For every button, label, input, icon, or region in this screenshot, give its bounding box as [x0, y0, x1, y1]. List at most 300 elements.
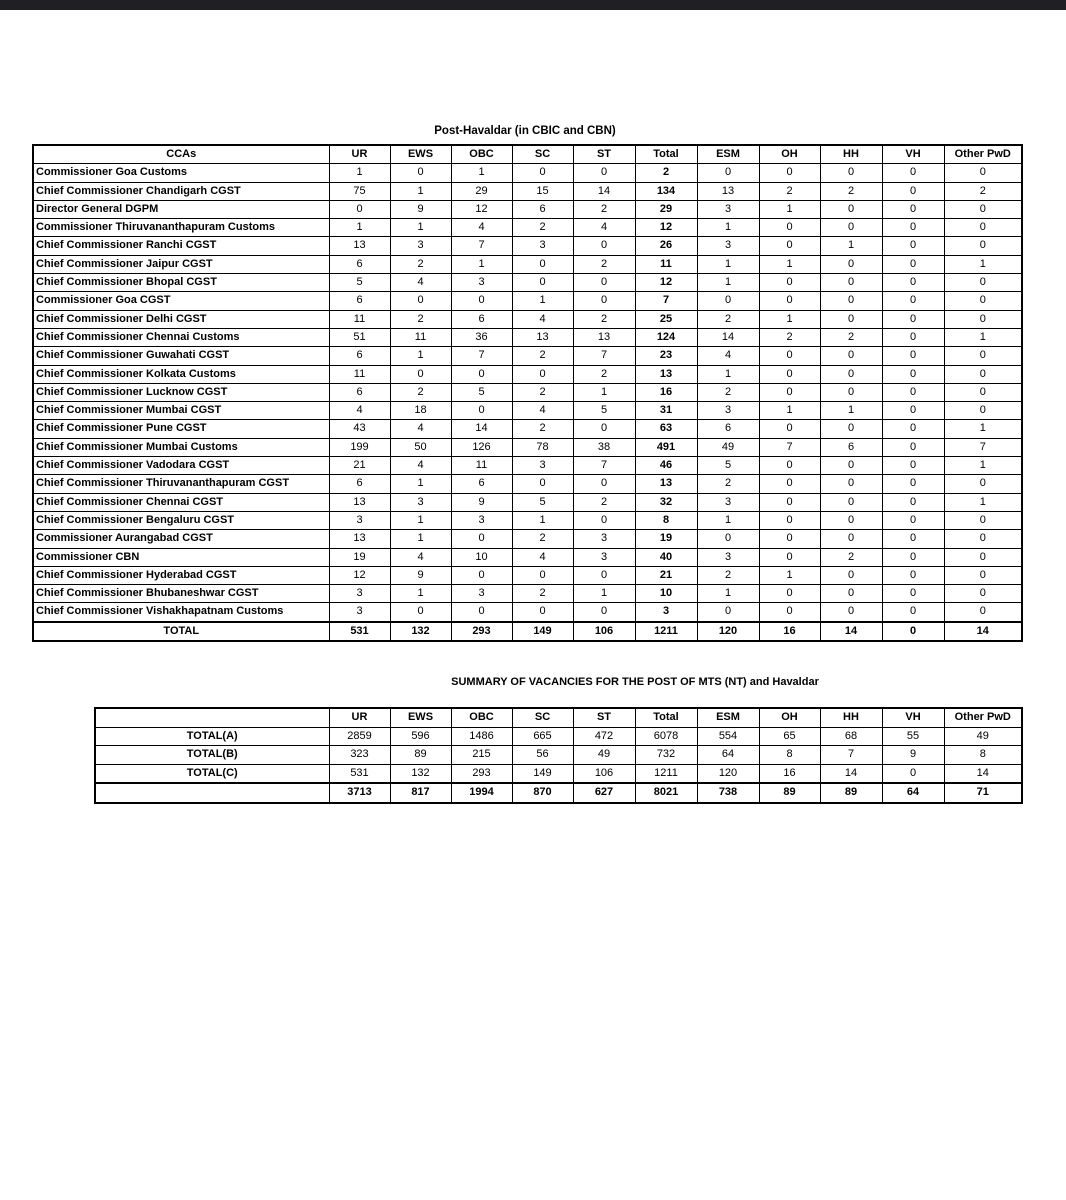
table-cell: 0	[759, 383, 820, 401]
column-header-total: Total	[635, 708, 697, 727]
table-cell: 0	[820, 420, 882, 438]
table-cell: 14	[820, 764, 882, 783]
column-header-ur: UR	[329, 708, 390, 727]
table-cell: 1	[697, 585, 759, 603]
table-cell: 0	[820, 530, 882, 548]
grand-total-cell: 89	[820, 783, 882, 803]
column-header-ccas: CCAs	[33, 145, 329, 164]
table-cell: 14	[944, 764, 1022, 783]
cca-name-cell: Commissioner Aurangabad CGST	[33, 530, 329, 548]
grand-total-cell: 89	[759, 783, 820, 803]
cca-name-cell: Chief Commissioner Delhi CGST	[33, 310, 329, 328]
column-header-obc: OBC	[451, 145, 512, 164]
table-cell: 2	[759, 328, 820, 346]
table-cell: 5	[451, 383, 512, 401]
cca-name-cell: Chief Commissioner Mumbai Customs	[33, 438, 329, 456]
table-cell: 0	[882, 420, 944, 438]
table-cell: 0	[882, 585, 944, 603]
table-row	[33, 255, 1022, 273]
table-row	[33, 328, 1022, 346]
table-cell: 7	[573, 457, 635, 475]
table-cell: 2	[759, 182, 820, 200]
row-total-cell: 63	[635, 420, 697, 438]
column-header-ews: EWS	[390, 145, 451, 164]
table-cell: 0	[390, 603, 451, 622]
table-cell: 0	[882, 548, 944, 566]
table-cell: 0	[944, 383, 1022, 401]
table-cell: 7	[759, 438, 820, 456]
table-cell: 16	[759, 764, 820, 783]
table-row	[33, 548, 1022, 566]
table-cell: 2	[573, 310, 635, 328]
table-cell: 2	[944, 182, 1022, 200]
total-cell: 106	[573, 622, 635, 641]
table-cell: 14	[451, 420, 512, 438]
table-cell: 0	[697, 292, 759, 310]
row-total-cell: 124	[635, 328, 697, 346]
total-cell: 293	[451, 622, 512, 641]
table-cell: 19	[329, 548, 390, 566]
table-cell: 9	[882, 746, 944, 765]
table-cell: 14	[573, 182, 635, 200]
table-cell: 1	[390, 530, 451, 548]
table-row	[33, 383, 1022, 401]
total-cell: 1211	[635, 622, 697, 641]
table-cell: 0	[882, 457, 944, 475]
table-cell: 732	[635, 746, 697, 765]
table-cell: 29	[451, 182, 512, 200]
column-header-oh: OH	[759, 708, 820, 727]
table-cell: 13	[512, 328, 573, 346]
havaldar-table-title: Post-Havaldar (in CBIC and CBN)	[434, 125, 616, 137]
table-cell: 0	[944, 164, 1022, 182]
table-cell: 0	[882, 255, 944, 273]
table-cell: 6	[329, 255, 390, 273]
table-cell: 2	[697, 566, 759, 584]
table-cell: 14	[697, 328, 759, 346]
table-cell: 3	[329, 603, 390, 622]
table-cell: 0	[882, 511, 944, 529]
summary-row	[95, 727, 1022, 746]
table-cell: 149	[512, 764, 573, 783]
grand-total-label	[95, 783, 329, 803]
table-cell: 1486	[451, 727, 512, 746]
column-header-total: Total	[635, 145, 697, 164]
column-header-sc: SC	[512, 145, 573, 164]
table-cell: 0	[759, 548, 820, 566]
total-cell: 0	[882, 622, 944, 641]
table-cell: 7	[573, 347, 635, 365]
table-cell: 0	[820, 200, 882, 218]
table-cell: 0	[820, 493, 882, 511]
table-cell: 0	[882, 310, 944, 328]
table-cell: 10	[451, 548, 512, 566]
table-cell: 0	[573, 164, 635, 182]
table-row	[33, 566, 1022, 584]
table-cell: 0	[820, 347, 882, 365]
row-total-cell: 16	[635, 383, 697, 401]
table-cell: 1	[390, 511, 451, 529]
cca-name-cell: Commissioner CBN	[33, 548, 329, 566]
table-cell: 2	[512, 585, 573, 603]
column-header-st: ST	[573, 145, 635, 164]
table-cell: 1	[512, 511, 573, 529]
table-row	[33, 292, 1022, 310]
table-cell: 0	[451, 292, 512, 310]
cca-name-cell: Commissioner Thiruvananthapuram Customs	[33, 219, 329, 237]
table-cell: 0	[882, 402, 944, 420]
table-cell: 0	[820, 365, 882, 383]
table-cell: 51	[329, 328, 390, 346]
table-cell: 0	[759, 493, 820, 511]
table-cell: 0	[512, 603, 573, 622]
table-cell: 0	[820, 219, 882, 237]
table-cell: 0	[759, 219, 820, 237]
table-cell: 199	[329, 438, 390, 456]
table-cell: 0	[697, 530, 759, 548]
table-cell: 0	[759, 457, 820, 475]
cca-name-cell: Chief Commissioner Chennai CGST	[33, 493, 329, 511]
table-cell: 38	[573, 438, 635, 456]
grand-total-cell: 1994	[451, 783, 512, 803]
column-header-vh: VH	[882, 145, 944, 164]
table-cell: 0	[390, 292, 451, 310]
table-cell: 2	[820, 182, 882, 200]
cca-name-cell: Chief Commissioner Pune CGST	[33, 420, 329, 438]
table-cell: 0	[820, 292, 882, 310]
table-cell: 0	[512, 274, 573, 292]
table-cell: 0	[759, 420, 820, 438]
grand-total-row	[95, 783, 1022, 803]
table-row	[33, 274, 1022, 292]
table-cell: 1	[944, 328, 1022, 346]
table-cell: 1	[329, 219, 390, 237]
cca-name-cell: Chief Commissioner Vishakhapatnam Customs	[33, 603, 329, 622]
table-cell: 21	[329, 457, 390, 475]
table-cell: 120	[697, 764, 759, 783]
table-cell: 7	[820, 746, 882, 765]
table-cell: 0	[451, 365, 512, 383]
column-header-esm: ESM	[697, 145, 759, 164]
table-cell: 0	[820, 585, 882, 603]
table-row	[33, 182, 1022, 200]
table-row	[33, 365, 1022, 383]
row-total-cell: 26	[635, 237, 697, 255]
table-cell: 3	[697, 493, 759, 511]
table-cell: 0	[573, 511, 635, 529]
row-total-cell: 29	[635, 200, 697, 218]
table-cell: 1	[759, 255, 820, 273]
summary-label: TOTAL(C)	[95, 764, 329, 783]
table-cell: 323	[329, 746, 390, 765]
table-cell: 0	[512, 255, 573, 273]
table-cell: 3	[697, 200, 759, 218]
table-cell: 1	[759, 402, 820, 420]
table-cell: 13	[697, 182, 759, 200]
table-cell: 0	[759, 530, 820, 548]
table-cell: 12	[451, 200, 512, 218]
table-cell: 0	[944, 237, 1022, 255]
table-cell: 0	[759, 511, 820, 529]
table-row	[33, 530, 1022, 548]
table-cell: 0	[759, 274, 820, 292]
table-cell: 1	[697, 255, 759, 273]
table-cell: 2	[697, 383, 759, 401]
table-cell: 0	[944, 603, 1022, 622]
table-cell: 0	[882, 182, 944, 200]
row-total-cell: 40	[635, 548, 697, 566]
table-cell: 6	[820, 438, 882, 456]
table-cell: 1	[944, 420, 1022, 438]
total-cell: 531	[329, 622, 390, 641]
cca-name-cell: Chief Commissioner Kolkata Customs	[33, 365, 329, 383]
table-cell: 4	[390, 420, 451, 438]
table-cell: 3	[697, 548, 759, 566]
row-total-cell: 21	[635, 566, 697, 584]
table-cell: 4	[329, 402, 390, 420]
column-header-st: ST	[573, 708, 635, 727]
table-cell: 0	[944, 585, 1022, 603]
table-row	[33, 420, 1022, 438]
table-cell: 1	[390, 182, 451, 200]
table-cell: 0	[759, 475, 820, 493]
table-cell: 0	[573, 566, 635, 584]
row-total-cell: 13	[635, 475, 697, 493]
row-total-cell: 12	[635, 219, 697, 237]
cca-name-cell: Chief Commissioner Ranchi CGST	[33, 237, 329, 255]
table-cell: 4	[697, 347, 759, 365]
table-cell: 4	[512, 402, 573, 420]
table-cell: 2	[573, 200, 635, 218]
cca-name-cell: Chief Commissioner Vadodara CGST	[33, 457, 329, 475]
grand-total-cell: 870	[512, 783, 573, 803]
table-cell: 0	[512, 475, 573, 493]
table-cell: 2	[697, 310, 759, 328]
table-cell: 13	[573, 328, 635, 346]
row-total-cell: 3	[635, 603, 697, 622]
table-cell: 554	[697, 727, 759, 746]
table-cell: 3	[329, 585, 390, 603]
table-cell: 68	[820, 727, 882, 746]
table-cell: 0	[820, 255, 882, 273]
table-cell: 0	[944, 219, 1022, 237]
table-cell: 4	[390, 457, 451, 475]
table-cell: 2	[697, 475, 759, 493]
total-cell: 132	[390, 622, 451, 641]
table-cell: 0	[882, 475, 944, 493]
table-cell: 43	[329, 420, 390, 438]
table-cell: 0	[451, 566, 512, 584]
table-cell: 8	[759, 746, 820, 765]
table-cell: 1211	[635, 764, 697, 783]
table-cell: 0	[512, 365, 573, 383]
table-cell: 1	[390, 347, 451, 365]
cca-name-cell: Chief Commissioner Chennai Customs	[33, 328, 329, 346]
table-cell: 55	[882, 727, 944, 746]
table-cell: 2	[512, 420, 573, 438]
table-cell: 1	[451, 255, 512, 273]
table-cell: 1	[759, 566, 820, 584]
table-cell: 75	[329, 182, 390, 200]
table-cell: 2	[390, 310, 451, 328]
table-cell: 0	[882, 438, 944, 456]
cca-name-cell: Commissioner Goa CGST	[33, 292, 329, 310]
table-cell: 50	[390, 438, 451, 456]
table-cell: 0	[759, 164, 820, 182]
table-cell: 0	[882, 493, 944, 511]
table-cell: 18	[390, 402, 451, 420]
table-cell: 1	[329, 164, 390, 182]
table-cell: 1	[697, 365, 759, 383]
table-cell: 89	[390, 746, 451, 765]
table-cell: 1	[944, 255, 1022, 273]
table-cell: 2	[820, 328, 882, 346]
table-cell: 2	[390, 383, 451, 401]
total-cell: 120	[697, 622, 759, 641]
table-cell: 56	[512, 746, 573, 765]
row-total-cell: 7	[635, 292, 697, 310]
table-cell: 78	[512, 438, 573, 456]
table-cell: 9	[451, 493, 512, 511]
table-row	[33, 585, 1022, 603]
row-total-cell: 8	[635, 511, 697, 529]
row-total-cell: 10	[635, 585, 697, 603]
table-cell: 3	[390, 493, 451, 511]
grand-total-cell: 3713	[329, 783, 390, 803]
table-cell: 8	[944, 746, 1022, 765]
table-cell: 0	[390, 365, 451, 383]
table-cell: 0	[573, 292, 635, 310]
summary-label: TOTAL(B)	[95, 746, 329, 765]
table-cell: 6	[329, 347, 390, 365]
grand-total-cell: 8021	[635, 783, 697, 803]
table-cell: 0	[882, 200, 944, 218]
table-cell: 0	[944, 530, 1022, 548]
column-header-other-pwd: Other PwD	[944, 708, 1022, 727]
table-cell: 0	[697, 603, 759, 622]
table-cell: 65	[759, 727, 820, 746]
table-row	[33, 402, 1022, 420]
cca-name-cell: Chief Commissioner Thiruvananthapuram CGST	[33, 475, 329, 493]
table-row	[33, 603, 1022, 622]
table-cell: 6	[451, 475, 512, 493]
column-header-oh: OH	[759, 145, 820, 164]
table-row	[33, 493, 1022, 511]
table-row	[33, 511, 1022, 529]
table-cell: 0	[820, 310, 882, 328]
summary-row	[95, 746, 1022, 765]
table-cell: 531	[329, 764, 390, 783]
table-cell: 0	[944, 292, 1022, 310]
table-cell: 6078	[635, 727, 697, 746]
table-cell: 11	[329, 365, 390, 383]
total-cell: 14	[820, 622, 882, 641]
table-cell: 1	[944, 493, 1022, 511]
table-cell: 9	[390, 200, 451, 218]
table-cell: 0	[329, 200, 390, 218]
table-cell: 0	[944, 200, 1022, 218]
table-cell: 1	[390, 585, 451, 603]
table-row	[33, 237, 1022, 255]
table-cell: 1	[820, 237, 882, 255]
table-cell: 0	[944, 274, 1022, 292]
column-header-other-pwd: Other PwD	[944, 145, 1022, 164]
table-cell: 15	[512, 182, 573, 200]
cca-name-cell: Commissioner Goa Customs	[33, 164, 329, 182]
column-header-sc: SC	[512, 708, 573, 727]
table-cell: 4	[390, 274, 451, 292]
table-cell: 9	[390, 566, 451, 584]
table-cell: 0	[882, 764, 944, 783]
table-cell: 0	[820, 566, 882, 584]
table-cell: 6	[329, 292, 390, 310]
table-cell: 0	[759, 292, 820, 310]
total-cell: 16	[759, 622, 820, 641]
table-cell: 3	[451, 274, 512, 292]
summary-label: TOTAL(A)	[95, 727, 329, 746]
table-cell: 0	[882, 383, 944, 401]
table-cell: 2	[512, 219, 573, 237]
row-total-cell: 11	[635, 255, 697, 273]
table-row	[33, 200, 1022, 218]
table-cell: 1	[573, 585, 635, 603]
table-cell: 4	[512, 548, 573, 566]
table-cell: 1	[759, 310, 820, 328]
table-cell: 0	[944, 548, 1022, 566]
table-cell: 36	[451, 328, 512, 346]
table-cell: 3	[512, 237, 573, 255]
grand-total-cell: 817	[390, 783, 451, 803]
table-cell: 665	[512, 727, 573, 746]
table-cell: 5	[329, 274, 390, 292]
cca-name-cell: Chief Commissioner Lucknow CGST	[33, 383, 329, 401]
row-total-cell: 13	[635, 365, 697, 383]
table-cell: 1	[944, 457, 1022, 475]
total-cell: 14	[944, 622, 1022, 641]
cca-name-cell: Chief Commissioner Hyderabad CGST	[33, 566, 329, 584]
table-cell: 2	[573, 255, 635, 273]
table-cell: 132	[390, 764, 451, 783]
table-cell: 472	[573, 727, 635, 746]
table-cell: 7	[944, 438, 1022, 456]
table-cell: 1	[451, 164, 512, 182]
table-cell: 2	[512, 530, 573, 548]
table-cell: 6	[512, 200, 573, 218]
table-cell: 4	[512, 310, 573, 328]
table-cell: 0	[759, 237, 820, 255]
table-cell: 0	[944, 566, 1022, 584]
table-cell: 0	[697, 164, 759, 182]
table-cell: 106	[573, 764, 635, 783]
grand-total-cell: 71	[944, 783, 1022, 803]
table-cell: 215	[451, 746, 512, 765]
table-cell: 0	[820, 383, 882, 401]
table-cell: 2	[573, 493, 635, 511]
row-total-cell: 23	[635, 347, 697, 365]
table-cell: 3	[329, 511, 390, 529]
row-total-cell: 31	[635, 402, 697, 420]
table-cell: 6	[329, 383, 390, 401]
row-total-cell: 12	[635, 274, 697, 292]
summary-vacancy-table	[94, 707, 1023, 804]
total-cell: 149	[512, 622, 573, 641]
table-cell: 5	[697, 457, 759, 475]
cca-name-cell: Chief Commissioner Jaipur CGST	[33, 255, 329, 273]
table-cell: 1	[697, 274, 759, 292]
row-total-cell: 46	[635, 457, 697, 475]
row-total-cell: 32	[635, 493, 697, 511]
table-cell: 49	[944, 727, 1022, 746]
